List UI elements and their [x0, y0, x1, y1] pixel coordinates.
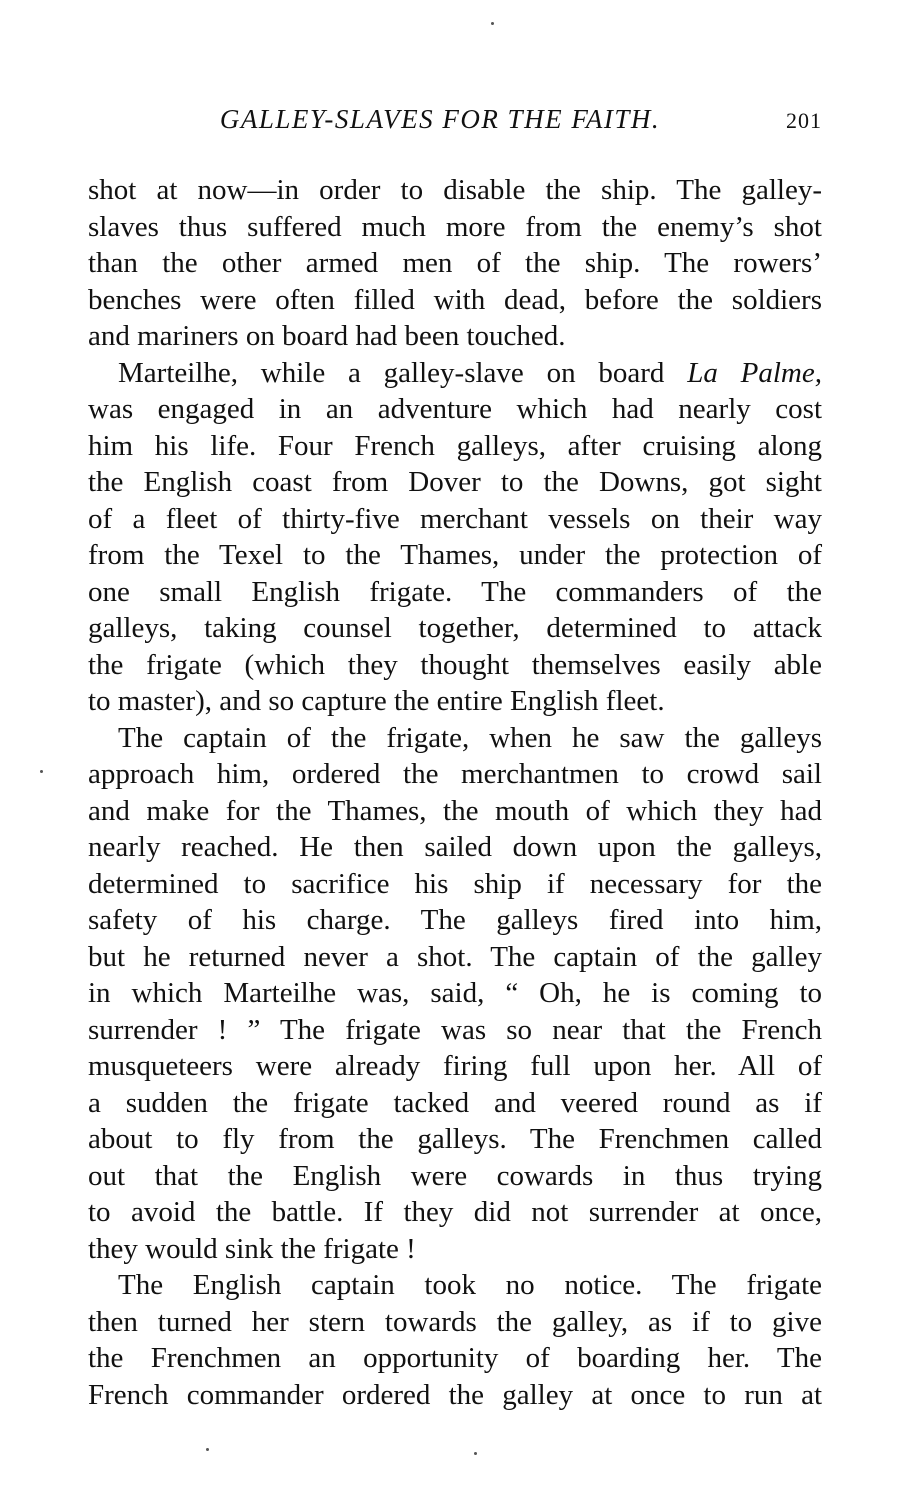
text-line: of a fleet of thirty-five merchant vessels on their way	[88, 502, 822, 535]
text-line: slaves thus suffered much more from the enemy’s shot	[88, 210, 822, 243]
paragraph	[88, 172, 822, 355]
paragraph	[88, 355, 822, 720]
text-line: to avoid the battle. If they did not surrender at once,	[88, 1196, 822, 1228]
body-text	[88, 172, 822, 1413]
text-line: but he returned never a shot. The captain of the galley	[88, 940, 822, 973]
text-line	[88, 355, 822, 392]
text-line: was engaged in an adventure which had nearly cost	[88, 393, 822, 425]
text-line: in which Marteilhe was, said, “ Oh, he is coming to	[88, 977, 822, 1009]
text-line: they would sink the frigate !	[88, 1232, 416, 1265]
text-line: French commander ordered the galley at once to run at	[88, 1378, 822, 1411]
text-line: benches were often filled with dead, before the soldiers	[88, 283, 822, 316]
text-line: than the other armed men of the ship. The rowers’	[88, 247, 822, 279]
text-line: approach him, ordered the merchantmen to crowd sail	[88, 758, 822, 790]
text-line: and make for the Thames, the mouth of which they had	[88, 794, 822, 827]
text-line: about to fly from the galleys. The Frenchmen called	[88, 1123, 822, 1155]
print-speck	[40, 770, 43, 773]
paragraph	[88, 720, 822, 1268]
text-fragment: Marteilhe, while a galley-slave on board	[118, 356, 688, 389]
text-line: galleys, taking counsel together, determined to attack	[88, 612, 822, 644]
running-title: GALLEY-SLAVES FOR THE FAITH.	[219, 104, 661, 134]
text-line: from the Texel to the Thames, under the protection of	[88, 539, 822, 571]
text-line: one small English frigate. The commanders of the	[88, 575, 822, 608]
text-line: the Frenchmen an opportunity of boarding her. The	[88, 1342, 822, 1374]
print-speck	[206, 1448, 209, 1451]
text-line: musqueteers were already firing full upon her. All of	[88, 1050, 822, 1082]
text-line: then turned her stern towards the galley, as if to give	[88, 1305, 822, 1338]
ship-name: La Palme,	[687, 356, 822, 389]
text-line: to master), and so capture the entire English fleet.	[88, 685, 665, 717]
text-line: shot at now—in order to disable the ship. The galley-	[88, 174, 822, 206]
paragraph	[88, 1267, 822, 1413]
text-line: out that the English were cowards in thus trying	[88, 1159, 822, 1192]
running-head	[90, 104, 822, 144]
page-number: 201	[786, 108, 822, 133]
text-line: safety of his charge. The galleys fired into him,	[88, 904, 822, 936]
text-line: a sudden the frigate tacked and veered round as if	[88, 1086, 822, 1119]
text-line: The English captain took no notice. The frigate	[118, 1269, 822, 1301]
text-line: and mariners on board had been touched.	[88, 320, 566, 352]
print-speck	[491, 22, 494, 25]
text-line: determined to sacrifice his ship if necessary for the	[88, 867, 822, 900]
text-line: The captain of the frigate, when he saw the galleys	[118, 721, 822, 754]
print-speck	[474, 1452, 477, 1455]
text-line: him his life. Four French galleys, after cruising along	[88, 429, 822, 462]
text-line: the English coast from Dover to the Downs, got sight	[88, 466, 822, 498]
text-line: the frigate (which they thought themselves easily able	[88, 648, 822, 681]
text-line: nearly reached. He then sailed down upon the galleys,	[88, 831, 822, 863]
text-line: surrender ! ” The frigate was so near that the French	[88, 1013, 822, 1046]
